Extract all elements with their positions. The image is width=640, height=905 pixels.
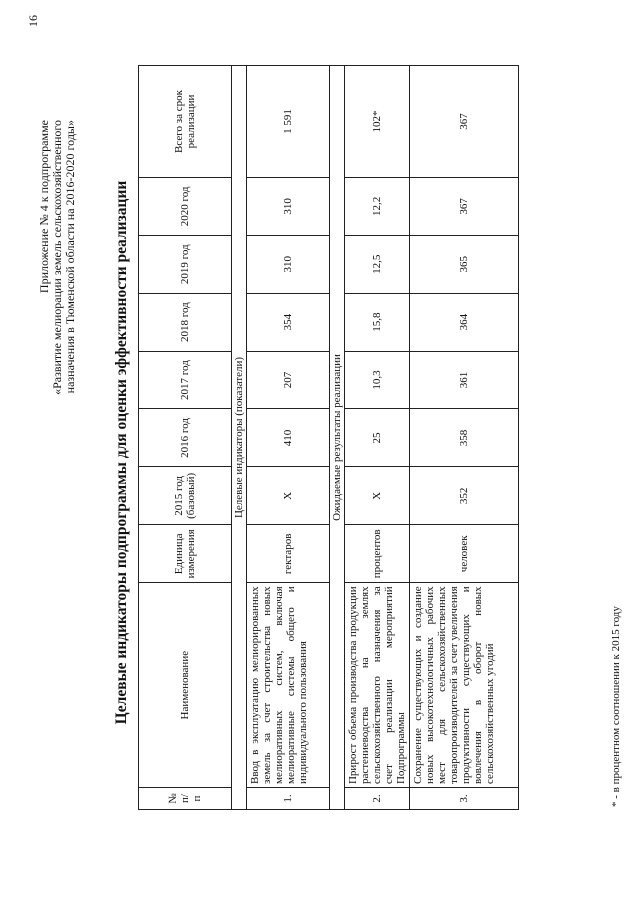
cell-name: Прирост объема производства продукции растениеводства на землях сельскохозяйственного назначения за счет реализации мероприятий Подпрограммы [345, 583, 410, 788]
cell-2016: 358 [410, 409, 519, 467]
table-row [345, 66, 410, 810]
cell-name: Сохранение существующих и создание новых высокотехнологичных рабочих мест для сельскохозяйственных товаропроизводителей за счет увеличения продуктивности существующих и вовлечения в оборот новых сельскохозяйственных угодий [410, 583, 519, 788]
header-name: Наименование [139, 583, 232, 788]
cell-total: 102* [345, 66, 410, 178]
appendix-line: Приложение № 4 к подпрограмме [37, 120, 51, 294]
cell-2017: 207 [247, 351, 330, 409]
cell-2015: 352 [410, 467, 519, 525]
header-num: № п/ п [139, 788, 232, 810]
page-title: Целевые индикаторы подпрограммы для оценки эффективности реализации [113, 180, 130, 725]
cell-2016: 410 [247, 409, 330, 467]
header-2017: 2017 год [139, 351, 232, 409]
table-row [410, 66, 519, 810]
cell-name: Ввод в эксплуатацию мелиорированных земель за счет строительства новых мелиоративных систем, включая мелиоративные системы общего и индивидуального пользования [247, 583, 330, 788]
cell-unit: процентов [345, 525, 410, 583]
indicators-table [138, 65, 519, 810]
cell-2020: 310 [247, 177, 330, 235]
cell-unit: гектаров [247, 525, 330, 583]
appendix-line: назначения в Тюменской области на 2016-2020 годы» [63, 120, 77, 394]
cell-2020: 12,2 [345, 177, 410, 235]
section-row [330, 66, 345, 810]
cell-2017: 10,3 [345, 351, 410, 409]
header-2015: 2015 год (базовый) [139, 467, 232, 525]
cell-2020: 367 [410, 177, 519, 235]
appendix-line: «Развитие мелиорации земель сельскохозяйственного [50, 120, 64, 395]
appendix-header [38, 120, 77, 460]
cell-2019: 310 [247, 235, 330, 293]
cell-2018: 364 [410, 293, 519, 351]
section-results: Ожидаемые результаты реализации [330, 66, 345, 810]
cell-2015: Х [247, 467, 330, 525]
cell-total: 367 [410, 66, 519, 178]
cell-unit: человек [410, 525, 519, 583]
header-total: Всего за срок реализации [139, 66, 232, 178]
cell-2019: 12,5 [345, 235, 410, 293]
cell-2018: 15,8 [345, 293, 410, 351]
header-2019: 2019 год [139, 235, 232, 293]
cell-2019: 365 [410, 235, 519, 293]
section-targets: Целевые индикаторы (показатели) [232, 66, 247, 810]
header-2020: 2020 год [139, 177, 232, 235]
cell-2017: 361 [410, 351, 519, 409]
cell-2016: 25 [345, 409, 410, 467]
header-2018: 2018 год [139, 293, 232, 351]
page-number: 16 [26, 15, 40, 27]
table-header-row [139, 66, 232, 810]
cell-total: 1 591 [247, 66, 330, 178]
cell-num: 2. [345, 788, 410, 810]
table-row [247, 66, 330, 810]
cell-2015: Х [345, 467, 410, 525]
header-unit: Единица измерения [139, 525, 232, 583]
header-2016: 2016 год [139, 409, 232, 467]
cell-2018: 354 [247, 293, 330, 351]
footnote: * - в процентном соотношении к 2015 году [610, 606, 622, 807]
cell-num: 3. [410, 788, 519, 810]
cell-num: 1. [247, 788, 330, 810]
section-row [232, 66, 247, 810]
